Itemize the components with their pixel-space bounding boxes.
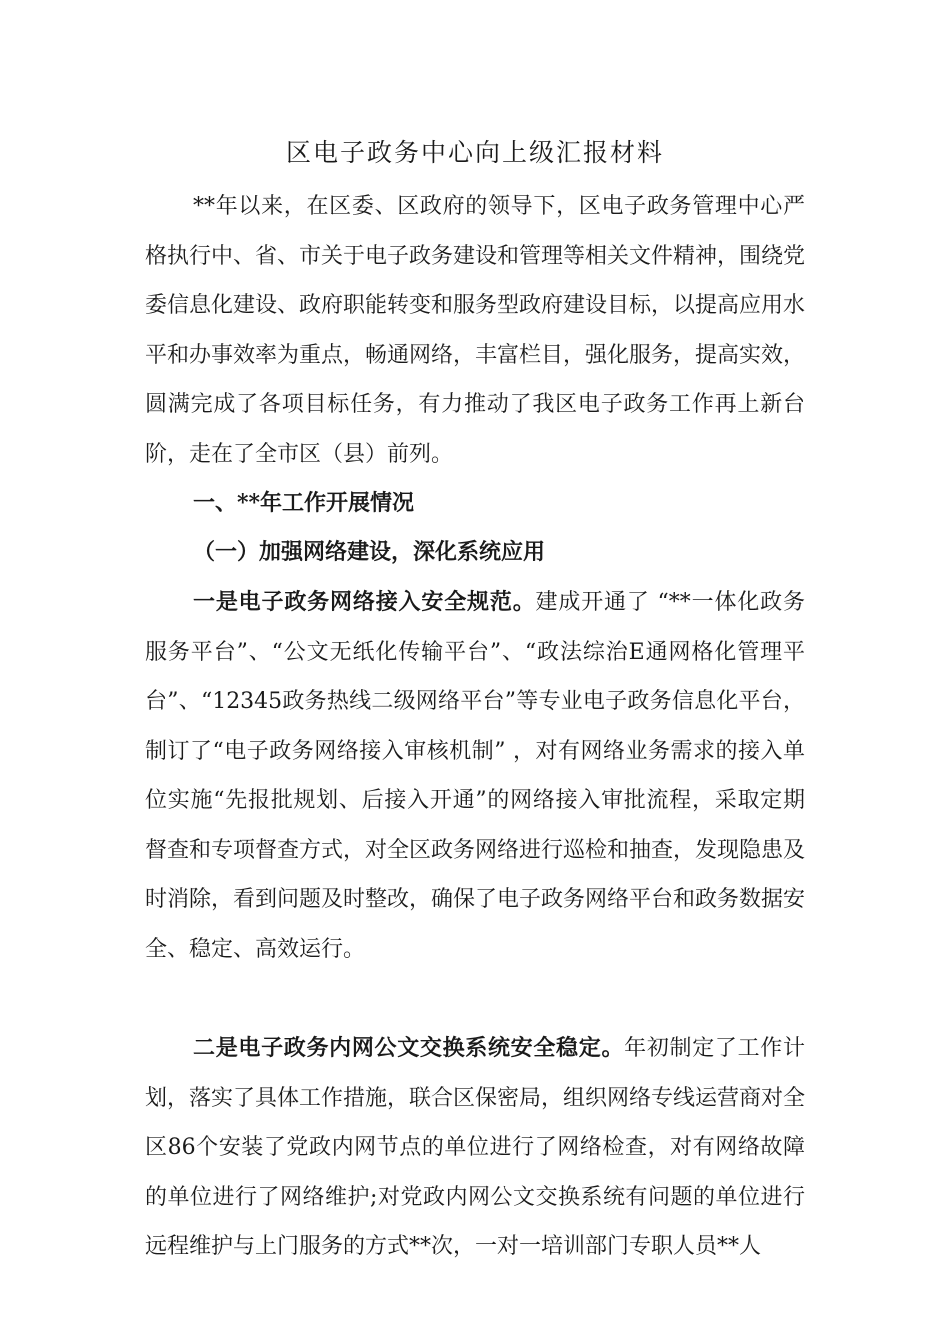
subsection-heading: （一）加强网络建设，深化系统应用 <box>193 539 546 565</box>
paragraph-document-exchange <box>145 1024 805 1272</box>
paragraph-network-access <box>145 578 805 974</box>
document-title: 区电子政务中心向上级汇报材料 <box>285 138 664 167</box>
paragraph-lead: 一是电子政务网络接入安全规范。 <box>193 589 536 615</box>
paragraph-body: 年初制定了工作计划，落实了具体工作措施，联合区保密局，组织网络专线运营商对全区86个安装了党政内网节点的单位进行了网络检查，对有网络故障的单位进行了网络维护;对党政内网公文交换系统有问题的单位进行远程维护与上门服务的方式**次，一对一培训部门专职人员**人 <box>145 1036 806 1259</box>
intro-paragraph: **年以来，在区委、区政府的领导下，区电子政务管理中心严格执行中、省、市关于电子政务建设和管理等相关文件精神，围绕党委信息化建设、政府职能转变和服务型政府建设目标，以提高应用水平和办事效率为重点，畅通网络，丰富栏目，强化服务，提高实效，圆满完成了各项目标任务，有力推动了我区电子政务工作再上新台阶，走在了全市区（县）前列。 <box>145 194 806 467</box>
paragraph-lead: 二是电子政务内网公文交换系统安全稳定。 <box>193 1035 625 1061</box>
paragraph-body: 建成开通了 “**一体化政务服务平台”、“公文无纸化传输平台”、“政法综治E通网格化管理平台”、“12345政务热线二级网络平台”等专业电子政务信息化平台，制订了“电子政务网络接入审核机制” ，对有网络业务需求的接入单位实施“先报批规划、后接入开通”的网络接入审批流程，采取定期督查和专项督查方式，对全区政务网络进行巡检和抽查，发现隐患及时消除，看到问题及时整改，确保了电子政务网络平台和政务数据安全、稳定、高效运行。 <box>145 590 806 962</box>
section-heading: 一、**年工作开展情况 <box>193 490 415 516</box>
